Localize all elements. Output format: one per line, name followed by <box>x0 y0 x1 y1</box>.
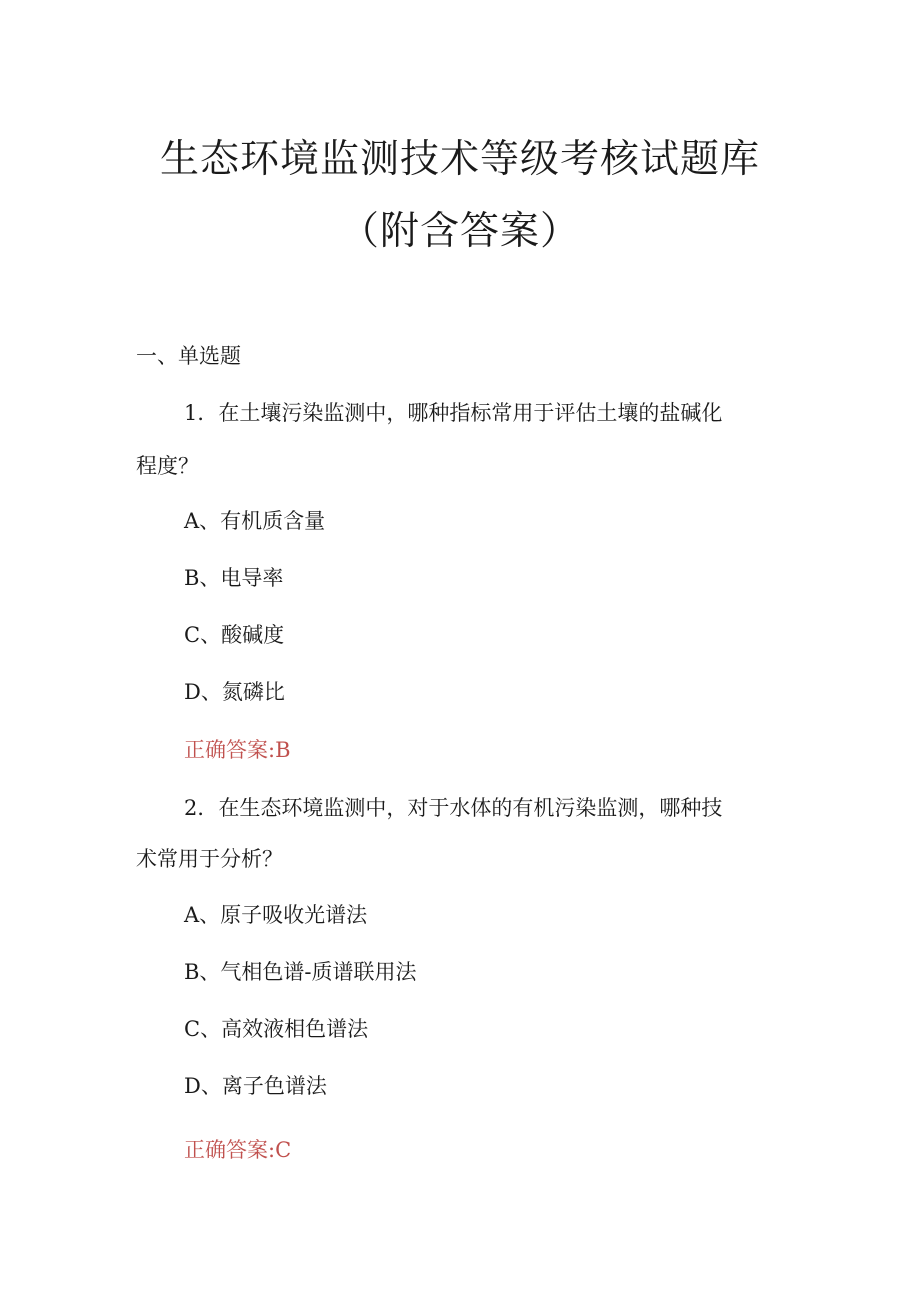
option-b: B、气相色谱-质谱联用法 <box>184 960 417 984</box>
option-b: B、电导率 <box>184 566 284 590</box>
option-d: D、离子色谱法 <box>184 1074 327 1098</box>
document-title: 生态环境监测技术等级考核试题库 <box>159 137 760 182</box>
question-stem-line: 术常用于分析？ <box>136 847 283 871</box>
question-stem-line: 1．在土壤污染监测中，哪种指标常用于评估土壤的盐碱化 <box>184 401 723 425</box>
option-a: A、有机质含量 <box>184 509 326 533</box>
question-stem-line: 2．在生态环境监测中，对于水体的有机污染监测，哪种技 <box>184 796 723 820</box>
option-a: A、原子吸收光谱法 <box>184 903 368 927</box>
option-c: C、高效液相色谱法 <box>184 1017 369 1041</box>
question-stem-line: 程度？ <box>136 454 199 478</box>
section-heading: 一、单选题 <box>136 344 241 368</box>
option-d: D、氮磷比 <box>184 680 285 704</box>
correct-answer: 正确答案:C <box>184 1138 292 1162</box>
correct-answer: 正确答案:B <box>184 738 291 762</box>
option-c: C、酸碱度 <box>184 623 285 647</box>
document-subtitle: （附含答案） <box>339 209 580 254</box>
